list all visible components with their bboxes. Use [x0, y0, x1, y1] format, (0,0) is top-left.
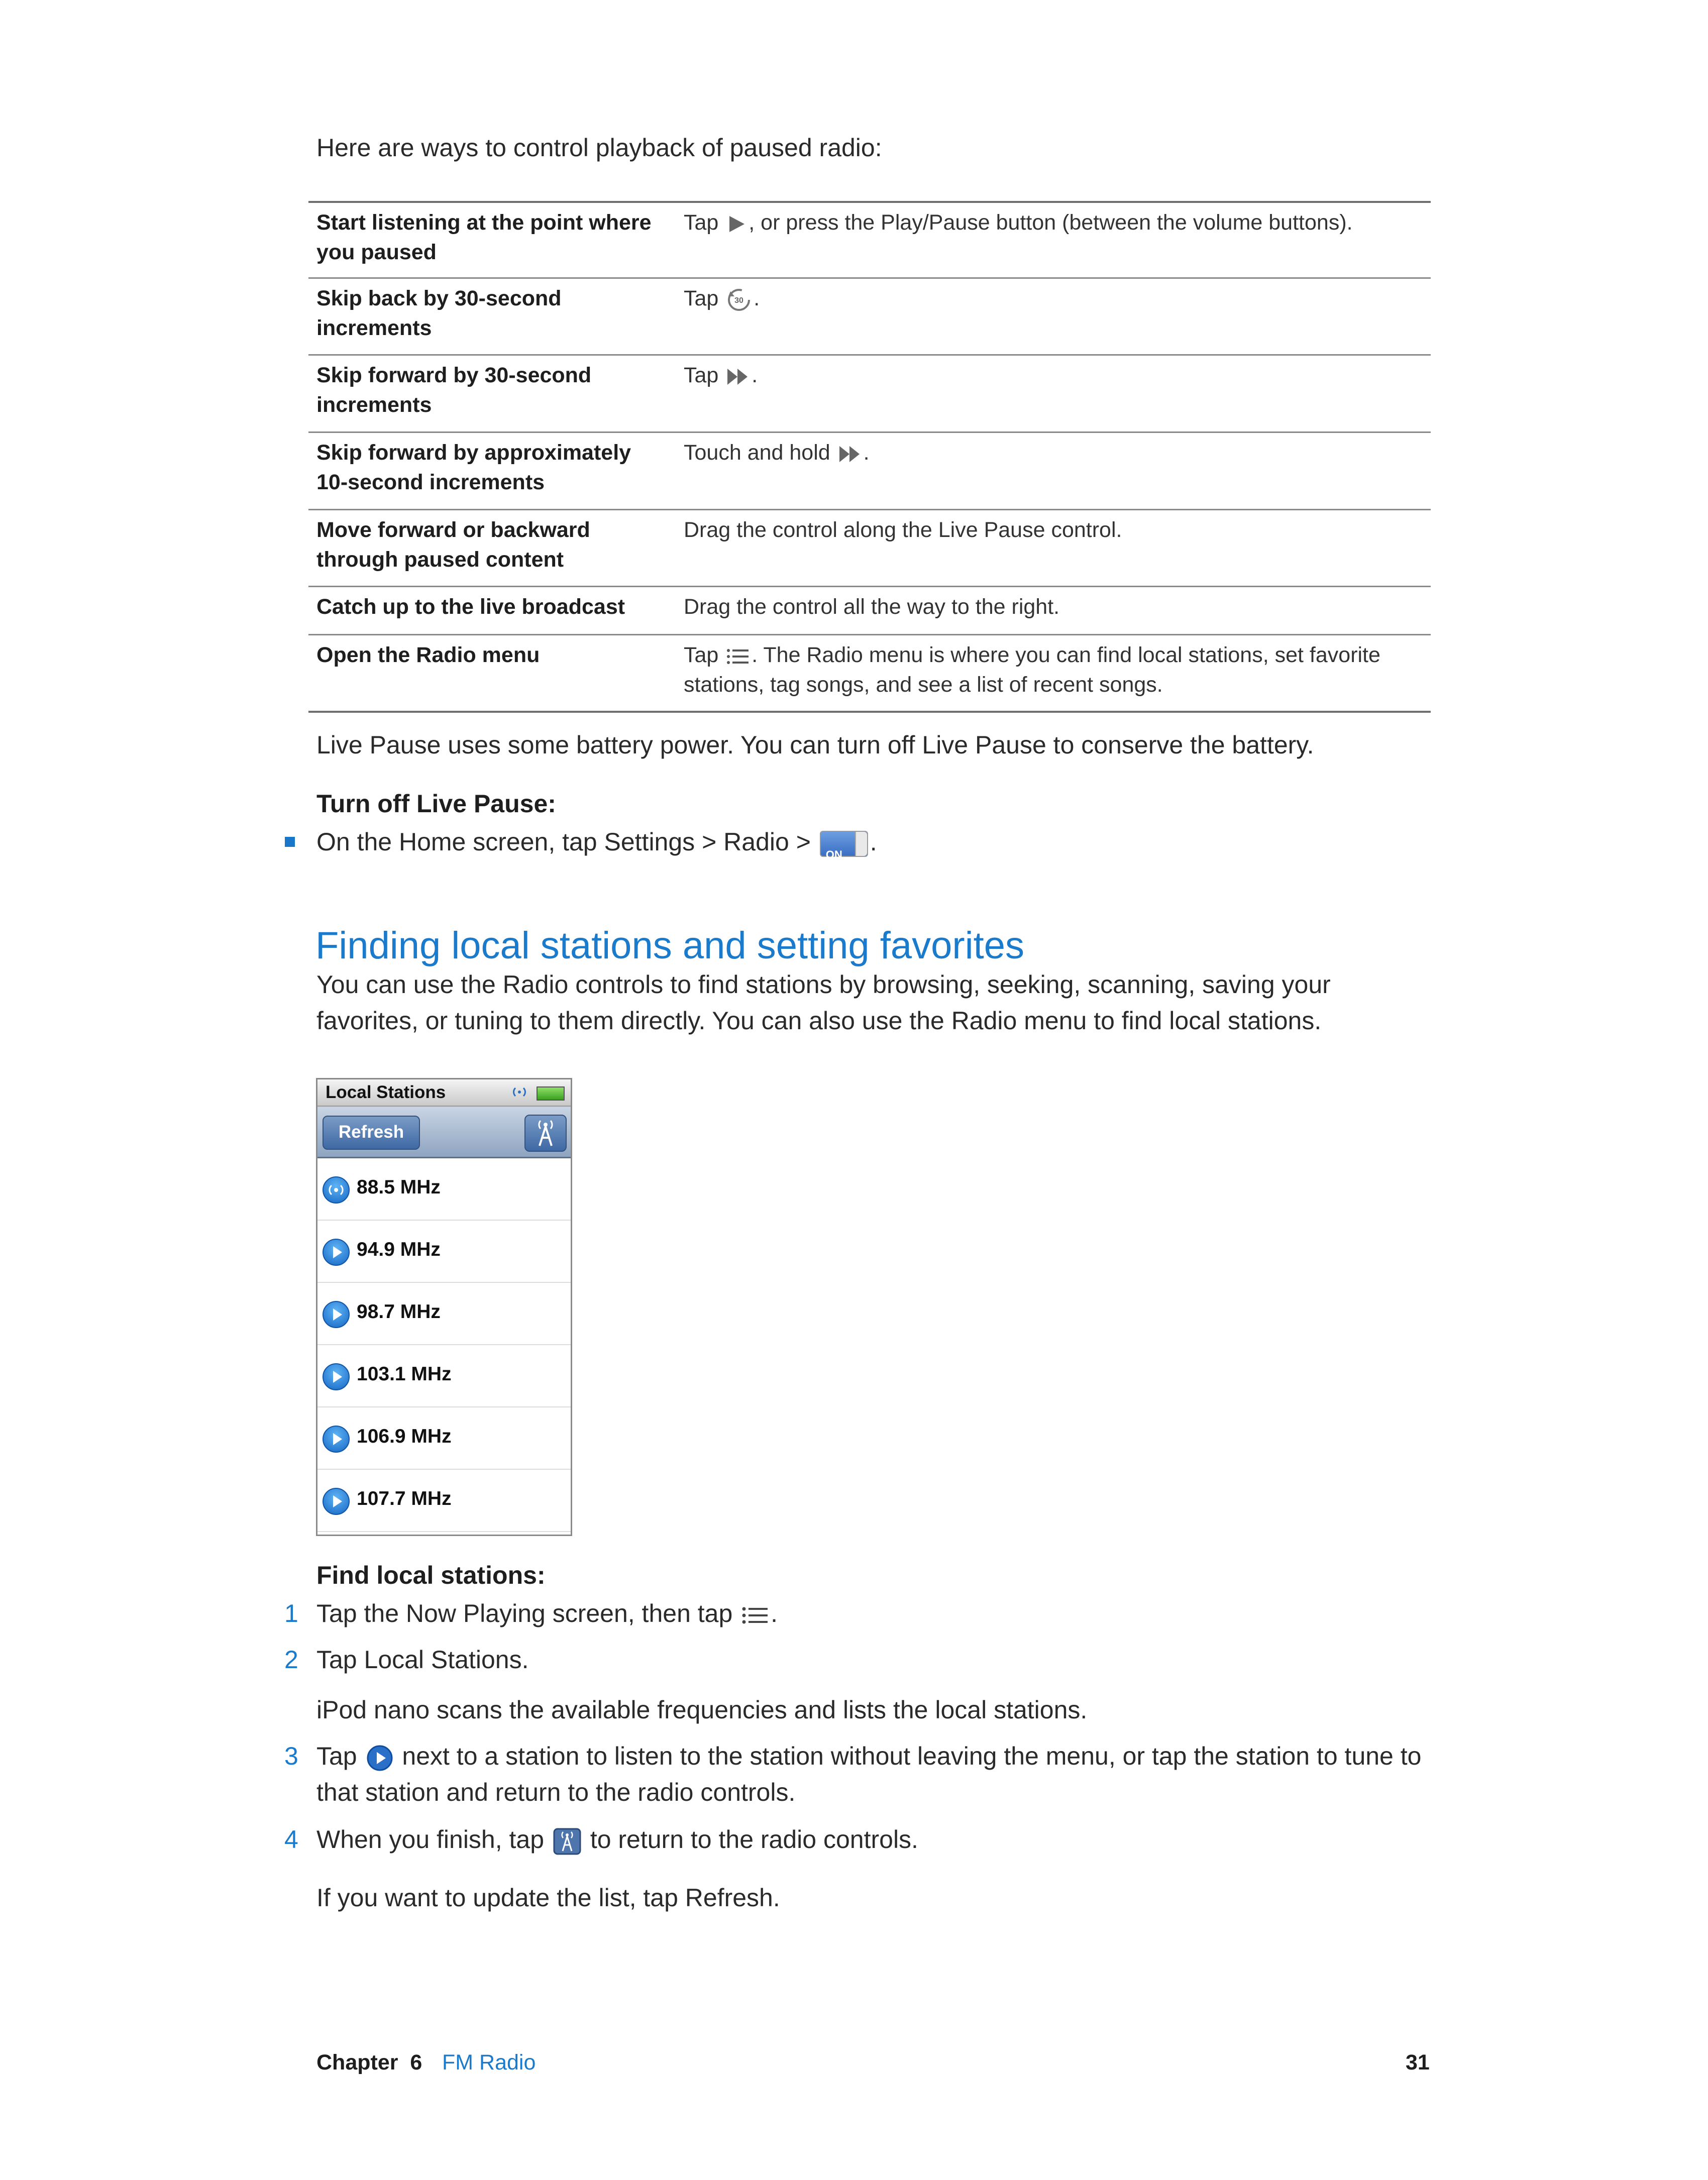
step-text: Tap Local Stations. — [316, 1646, 529, 1674]
step-number: 4 — [284, 1825, 298, 1854]
playback-controls-table — [308, 201, 1431, 713]
turn-off-heading: Turn off Live Pause: — [316, 790, 556, 818]
table-row — [308, 279, 1431, 356]
play-circle-icon[interactable] — [323, 1301, 350, 1328]
table-row — [308, 356, 1431, 433]
station-frequency: 107.7 MHz — [357, 1488, 452, 1509]
find-heading: Find local stations: — [316, 1561, 546, 1589]
skip-forward-icon — [838, 444, 862, 464]
update-note: If you want to update the list, tap Refresh. — [316, 1884, 780, 1912]
play-circle-icon — [366, 1745, 393, 1772]
step-text: Tap the Now Playing screen, then tap . — [316, 1599, 778, 1627]
list-item[interactable] — [317, 1470, 571, 1532]
list-item[interactable] — [317, 1407, 571, 1470]
skip-forward-icon — [726, 367, 750, 387]
table-row — [308, 510, 1431, 587]
table-action: Open the Radio menu — [316, 643, 540, 667]
section-body: You can use the Radio controls to find stations by browsing, seeking, scanning, saving your favorites, or tuning to them directly. You can also use the Radio menu to find local stations. — [316, 970, 1331, 1035]
table-row — [308, 635, 1431, 713]
table-action: Skip forward by 30-second increments — [316, 363, 592, 417]
antenna-icon — [525, 1116, 566, 1151]
play-circle-icon[interactable] — [323, 1426, 350, 1453]
step-number: 1 — [284, 1599, 298, 1627]
station-frequency: 94.9 MHz — [357, 1239, 441, 1260]
station-frequency: 88.5 MHz — [357, 1176, 441, 1198]
section-title: Finding local stations and setting favorites — [315, 924, 1025, 967]
table-row — [308, 203, 1431, 279]
list-item[interactable] — [317, 1158, 571, 1221]
footer-section-link[interactable]: FM Radio — [442, 2050, 536, 2075]
step-text: When you finish, tap to return to the radio controls. — [316, 1821, 918, 1858]
table-description: Tap 30 . — [684, 284, 1417, 313]
menu-icon — [741, 1605, 769, 1626]
step-text: Tap next to a station to listen to the station without leaving the menu, or tap the station to tune to that station and return to the radio controls. — [316, 1742, 1422, 1806]
station-frequency: 98.7 MHz — [357, 1301, 441, 1323]
antenna-button[interactable] — [524, 1115, 567, 1152]
radio-signal-icon — [508, 1085, 530, 1099]
battery-icon — [537, 1086, 565, 1101]
table-action: Skip forward by approximately 10-second increments — [316, 441, 631, 494]
menu-icon — [726, 647, 750, 666]
live-pause-note: Live Pause uses some battery power. You can turn off Live Pause to conserve the battery. — [316, 731, 1314, 759]
turn-off-step: On the Home screen, tap Settings > Radio > ON . — [316, 828, 877, 861]
step-number: 3 — [284, 1742, 298, 1770]
antenna-icon — [553, 1828, 581, 1855]
table-description: Drag the control all the way to the right. — [684, 595, 1060, 619]
on-switch-icon: ON — [820, 831, 868, 857]
list-item[interactable] — [317, 1283, 571, 1345]
station-list — [317, 1158, 571, 1532]
table-row — [308, 587, 1431, 635]
table-row — [308, 433, 1431, 510]
table-description: Drag the control along the Live Pause control. — [684, 518, 1122, 542]
broadcast-icon[interactable] — [323, 1176, 350, 1204]
footer-chapter: Chapter 6 — [316, 2050, 422, 2075]
refresh-button[interactable]: Refresh — [323, 1116, 420, 1150]
table-description: Touch and hold . — [684, 441, 870, 465]
play-circle-icon[interactable] — [323, 1488, 350, 1515]
intro-text: Here are ways to control playback of paused radio: — [316, 134, 882, 162]
table-action: Move forward or backward through paused content — [316, 518, 590, 572]
device-status-bar — [317, 1079, 571, 1107]
table-action: Start listening at the point where you paused — [316, 210, 652, 264]
table-description: Tap , or press the Play/Pause button (between the volume buttons). — [684, 210, 1353, 235]
local-stations-screenshot — [316, 1078, 572, 1536]
station-frequency: 103.1 MHz — [357, 1363, 452, 1385]
table-action: Catch up to the live broadcast — [316, 595, 625, 619]
play-circle-icon[interactable] — [323, 1239, 350, 1266]
device-title: Local Stations — [326, 1082, 446, 1102]
skip-back-30-icon — [726, 287, 752, 312]
bullet-square-icon — [285, 837, 295, 847]
device-toolbar — [317, 1107, 571, 1158]
step-number: 2 — [284, 1646, 298, 1674]
scan-note: iPod nano scans the available frequencies and lists the local stations. — [316, 1696, 1088, 1724]
page-number: 31 — [1406, 2050, 1430, 2075]
table-action: Skip back by 30-second increments — [316, 286, 562, 340]
table-description: Tap . The Radio menu is where you can find local stations, set favorite stations, tag songs, and see a list of recent songs. — [684, 643, 1380, 697]
play-icon — [726, 214, 746, 234]
list-item[interactable] — [317, 1221, 571, 1283]
table-description: Tap . — [684, 363, 758, 387]
play-circle-icon[interactable] — [323, 1363, 350, 1390]
svg-text:30: 30 — [734, 296, 744, 305]
list-item[interactable] — [317, 1345, 571, 1407]
station-frequency: 106.9 MHz — [357, 1426, 452, 1447]
